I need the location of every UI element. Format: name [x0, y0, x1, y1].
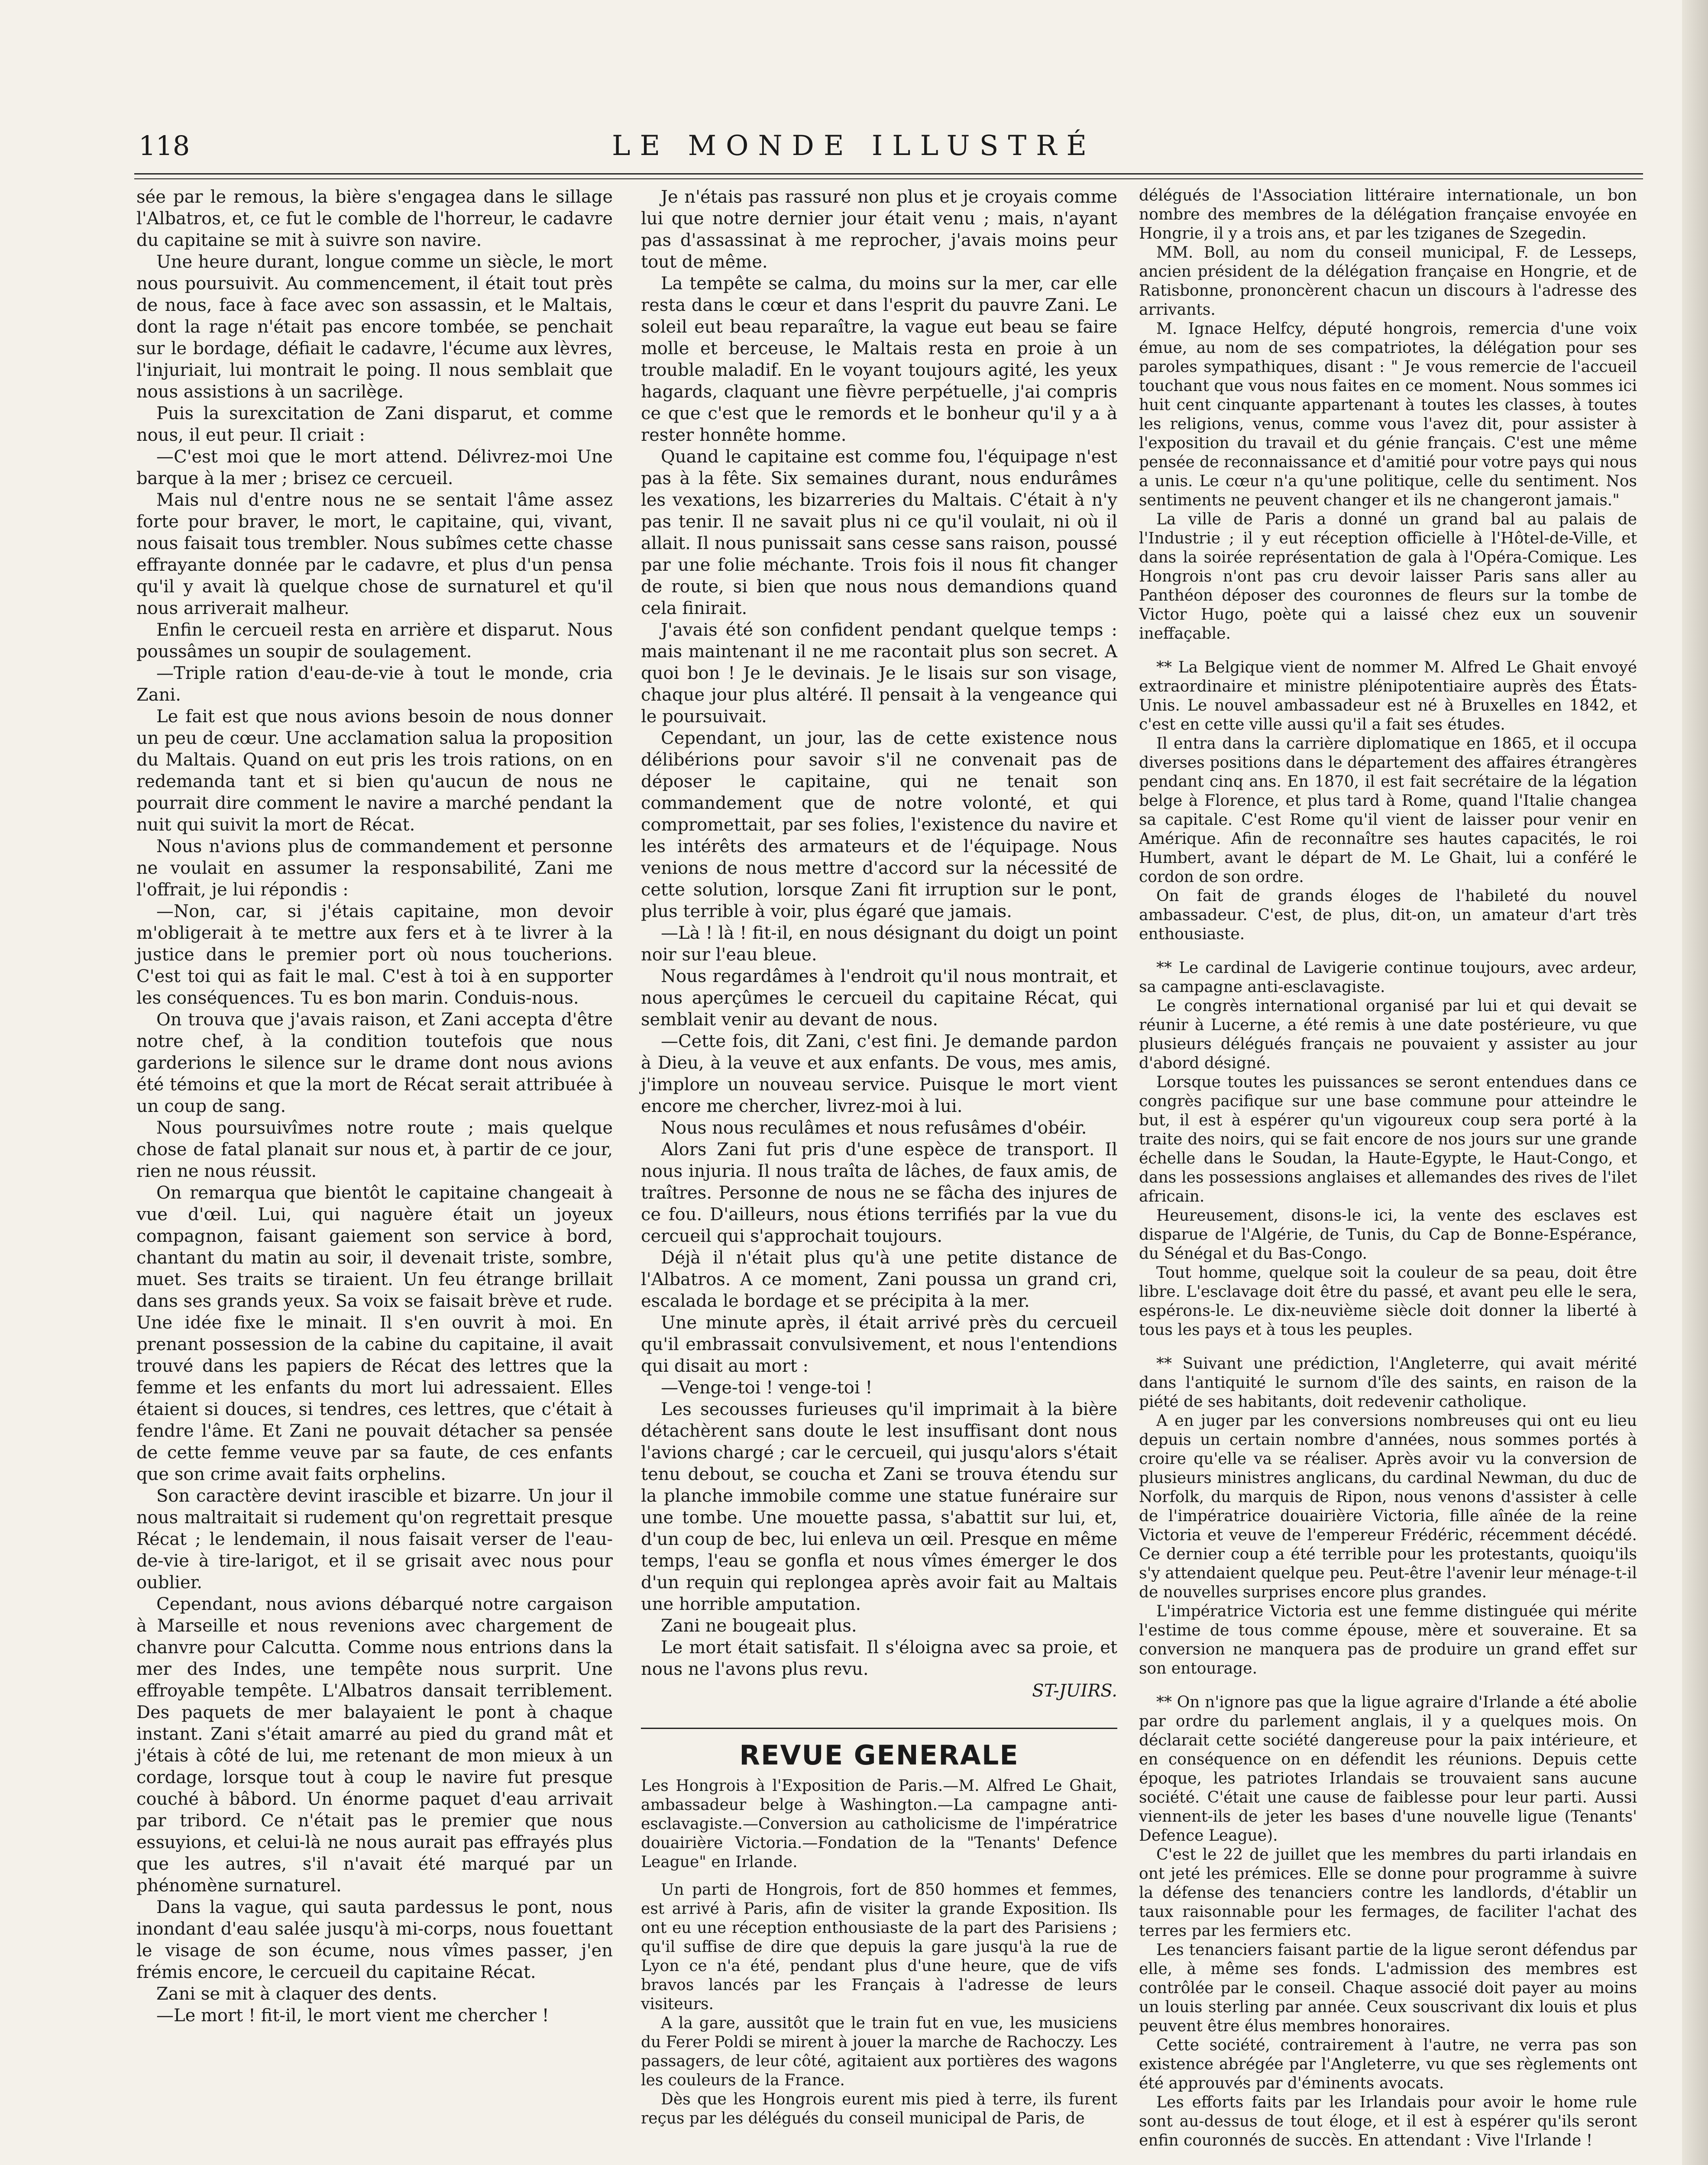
- paragraph: Il entra dans la carrière diplomatique en 1865, et il occupa diverses positions dans le département des affaires étrangères pendant cinq ans. En 1870, il est fait secrétaire de la légation belge à Florence, et plus tard à Rome, quand l'Italie changea sa capitale. C'est Rome qu'il vient de laisser pour venir en Amérique. Afin de reconnaître ses hautes capacités, le roi Humbert, avant le départ de M. Le Ghait, lui a conféré le cordon de son ordre.: [1139, 735, 1637, 886]
- paragraph: Les tenanciers faisant partie de la ligue seront défendus par elle, à même ses fonds. L'admission des membres est contrôlée par le conseil. Chaque associé doit payer au moins un louis sterling par année. Ceux souscrivant dix louis et plus peuvent être élus membres honoraires.: [1139, 1941, 1637, 2035]
- paragraph: sée par le remous, la bière s'engagea dans le sillage l'Albatros, et, ce fut le comble de l'horreur, le cadavre du capitaine se mit à suivre son navire.: [136, 187, 613, 250]
- paragraph: Dans la vague, qui sauta pardessus le pont, nous inondant d'eau salée jusqu'à mi-corps, nous fouettant le visage de son écume, nous vîmes passer, j'en frémis encore, le cercueil du capitaine Récat.: [136, 1897, 613, 1982]
- paragraph: La tempête se calma, du moins sur la mer, car elle resta dans le cœur et dans l'esprit du pauvre Zani. Le soleil eut beau reparaître, la vague eut beau se faire molle et berceuse, le Maltais resta en proie à un trouble maladif. En le voyant toujours agité, les yeux hagards, claquant une fièvre perpétuelle, j'ai compris ce que c'est que le remords et le bonheur qu'il y a à rester honnête homme.: [641, 274, 1117, 445]
- paragraph: Cependant, un jour, las de cette existence nous délibérions pour savoir s'il ne convenait pas de déposer le capitaine, qui ne tenait son commandement que de notre volonté, et qui compromettait, par ses folies, l'existence du navire et les intérêts des armateurs et de l'équipage. Nous venions de nous mettre d'accord sur la nécessité de cette solution, lorsque Zani fit irruption sur le pont, plus terrible à voir, plus égaré que jamais.: [641, 728, 1117, 921]
- author-signature: ST-JUIRS.: [1032, 1681, 1117, 1701]
- paragraph: Les efforts faits par les Irlandais pour avoir le home rule sont au-dessus de tout éloge, et il est à espérer qu'ils seront enfin couronnés de succès. En attendant : Vive l'Irlande !: [1139, 2094, 1637, 2149]
- paragraph: —Venge-toi ! venge-toi !: [661, 1378, 873, 1398]
- paragraph: On remarqua que bientôt le capitaine changeait à vue d'œil. Lui, qui naguère était un joyeux compagnon, faisant gaiement son service à bord, chantant du matin au soir, il devenait triste, sombre, muet. Ses traits se tiraient. Un feu étrange brillait dans ses grands yeux. Sa voix se faisait brève et rude. Une idée fixe le minait. Il s'en ouvrit à moi. En prenant possession de la cabine du capitaine, il avait trouvé dans les papiers de Récat des lettres que la femme et les enfants du mort lui adressaient. Elles étaient si douces, si tendres, ces lettres, que c'était à fendre l'âme. Et Zani ne pouvait détacher sa pensée de cette femme veuve par sa faute, de ces enfants que son crime avait faits orphelins.: [136, 1183, 613, 1484]
- running-head: LE MONDE ILLUSTRÉ: [611, 130, 1097, 162]
- paragraph: Son caractère devint irascible et bizarre. Un jour il nous maltraitait si rudement qu'on regrettait presque Récat ; le lendemain, il nous faisait verser de l'eau-de-vie à tire-larigot, et il se grisait avec nous pour oublier.: [136, 1486, 613, 1593]
- section-title: REVUE GENERALE: [641, 1728, 1117, 1766]
- paragraph: M. Ignace Helfcy, député hongrois, remercia d'une voix émue, au nom de ses compatriotes, la délégation pour ses paroles sympathiques, disant : " Je vous remercie de l'accueil touchant que vous nous faites en ce moment. Nous sommes ici huit cent cinquante appartenant à toutes les classes, à toutes les religions, venus, comme vous l'avez dit, pour assister à l'exposition du travail et du génie français. C'est une même pensée de reconnaissance et d'amitié pour votre pays qui nous a unis. Le cœur n'a qu'une politique, celle du sentiment. Nos sentiments ne peuvent changer et ils ne changeront jamais.": [1139, 320, 1637, 509]
- news-entry-hongrois: [1139, 186, 1637, 643]
- paragraph: La ville de Paris a donné un grand bal au palais de l'Industrie ; il y eut réception officielle à l'Hôtel-de-Ville, et dans la soirée représentation de gala à l'Opéra-Comique. Les Hongrois n'ont pas cru devoir laisser Paris sans aller au Panthéon déposer des couronnes de fleurs sur la tombe de Victor Hugo, poète qui a laissé chez eux un souvenir ineffaçable.: [1139, 511, 1637, 643]
- paragraph: ** Suivant une prédiction, l'Angleterre, qui avait mérité dans l'antiquité le surnom d'île des saints, en raison de la piété de ses habitants, doit redevenir catholique.: [1139, 1355, 1637, 1411]
- paragraph: Une heure durant, longue comme un siècle, le mort nous poursuivit. Au commencement, il était tout près de nous, face à face avec son assassin, et le Maltais, dont la rage n'était pas encore tombée, se penchait sur le bordage, défiait le cadavre, l'écume aux lèvres, l'injuriait, lui montrait le poing. Il nous semblait que nous assistions à un sacrilège.: [136, 252, 613, 402]
- paragraph: ** Le cardinal de Lavigerie continue toujours, avec ardeur, sa campagne anti-esclavagiste.: [1139, 959, 1637, 996]
- paragraph: Une minute après, il était arrivé près du cercueil qu'il embrassait convulsivement, et nous l'entendions qui disait au mort :: [641, 1313, 1117, 1376]
- paragraph: Déjà il n'était plus qu'à une petite distance de l'Albatros. A ce moment, Zani poussa un grand cri, escalada le bordage et se précipita à la mer.: [641, 1248, 1117, 1311]
- paragraph: —Là ! là ! fit-il, en nous désignant du doigt un point noir sur l'eau bleue.: [641, 923, 1117, 965]
- column-2: [641, 186, 1117, 2128]
- paragraph: Le mort était satisfait. Il s'éloigna avec sa proie, et nous ne l'avons plus revu.: [641, 1638, 1117, 1679]
- paragraph: L'impératrice Victoria est une femme distinguée qui mérite l'estime de tous comme épouse, mère et souveraine. Et sa conversion ne manquera pas de produire un grand effet sur son entourage.: [1139, 1603, 1637, 1677]
- header-rule-thin: [134, 178, 1643, 179]
- news-entry-irlande: [1139, 1693, 1637, 2150]
- paragraph: Lorsque toutes les puissances se seront entendues dans ce congrès pacifique sur une base commune pour atteindre le but, il est à espérer qu'un vigoureux coup sera porté à la traite des noirs, qui se fait encore de nos jours sur une grande échelle dans le Soudan, la Haute-Egypte, le Haut-Congo, et dans les possessions anglaises et allemandes des rives de l'ilet africain.: [1139, 1073, 1637, 1205]
- paragraph: Heureusement, disons-le ici, la vente des esclaves est disparue de l'Algérie, de Tunis, du Cap de Bonne-Espérance, du Sénégal et du Bas-Congo.: [1139, 1207, 1637, 1263]
- paragraph: Nous regardâmes à l'endroit qu'il nous montrait, et nous aperçûmes le cercueil du capitaine Récat, qui semblait venir au devant de nous.: [641, 966, 1117, 1030]
- news-entry-lavigerie: [1139, 959, 1637, 1340]
- paragraph: Un parti de Hongrois, fort de 850 hommes et femmes, est arrivé à Paris, afin de visiter la grande Exposition. Ils ont eu une réception enthousiaste de la part des Parisiens ; qu'il suffise de dire que depuis la gare jusqu'à la rue de Lyon ce n'a été, pendant plus d'une heure, que de vifs bravos lancés par les Français à l'adresse de leurs visiteurs.: [641, 1881, 1117, 2013]
- paragraph: —Non, car, si j'étais capitaine, mon devoir m'obligerait à te mettre aux fers et à te livrer à la justice dans le premier port où nous toucherions. C'est toi qui as fait le mal. C'est à toi à en supporter les conséquences. Tu es bon marin. Conduis-nous.: [136, 902, 613, 1008]
- paragraph: Nous poursuivîmes notre route ; mais quelque chose de fatal planait sur nous et, à partir de ce jour, rien ne nous réussit.: [136, 1118, 613, 1181]
- paragraph: Nous nous reculâmes et nous refusâmes d'obéir.: [661, 1118, 1087, 1138]
- paragraph: Les secousses furieuses qu'il imprimait à la bière détachèrent sans doute le lest insuffisant dont nous l'avions chargé ; car le cercueil, qui jusqu'alors s'était tenu debout, se coucha et Zani se trouva étendu sur la planche immobile comme une statue funéraire sur une tombe. Une mouette passa, s'abattit sur lui, et, d'un coup de bec, lui enleva un œil. Presque en même temps, l'eau se gonfla et nous vîmes émerger le dos d'un requin qui replongea après avoir fait au Maltais une horrible amputation.: [641, 1399, 1117, 1614]
- paragraph: Zani se mit à claquer des dents.: [156, 1984, 437, 2004]
- paragraph: Puis la surexcitation de Zani disparut, et comme nous, il eut peur. Il criait :: [136, 404, 613, 445]
- paragraph: ** La Belgique vient de nommer M. Alfred Le Ghait envoyé extraordinaire et ministre plénipotentiaire auprès des États-Unis. Le nouvel ambassadeur est né à Bruxelles en 1842, et c'est en cette ville aussi qu'il a fait ses études.: [1139, 659, 1637, 734]
- column-1: [136, 186, 613, 2026]
- paragraph: —Triple ration d'eau-de-vie à tout le monde, cria Zani.: [136, 663, 613, 705]
- paragraph: MM. Boll, au nom du conseil municipal, F. de Lesseps, ancien président de la délégation française en Hongrie, et de Ratisbonne, prononcèrent chacun un discours à l'adresse des arrivants.: [1139, 244, 1637, 319]
- paragraph: Quand le capitaine est comme fou, l'équipage n'est pas à la fête. Six semaines durant, nous endurâmes les vexations, les bizarreries du Maltais. C'était à n'y pas tenir. Il ne savait plus ni ce qu'il voulait, ni où il allait. Il nous punissait sans cesse sans raison, poussé par une folie méchante. Trois fois il nous fit changer de route, si bien que nous nous demandions quand cela finirait.: [641, 447, 1117, 618]
- paragraph: Enfin le cercueil resta en arrière et disparut. Nous poussâmes un soupir de soulagement.: [136, 620, 613, 662]
- news-entry-le-ghait: [1139, 658, 1637, 944]
- paragraph: Cette société, contrairement à l'autre, ne verra pas son existence abrégée par l'Angleterre, vu que ses règlements ont été approuvés par d'éminents avocats.: [1139, 2036, 1637, 2092]
- paragraph: Nous n'avions plus de commandement et personne ne voulait en assumer la responsabilité, Zani me l'offrait, je lui répondis :: [136, 837, 613, 900]
- paragraph: —Le mort ! fit-il, le mort vient me chercher !: [156, 2006, 549, 2026]
- page-edge-shadow: [1682, 0, 1708, 2165]
- paragraph: On fait de grands éloges de l'habileté du nouvel ambassadeur. C'est, de plus, dit-on, un amateur d'art très enthousiaste.: [1139, 887, 1637, 943]
- revue-generale: [641, 1777, 1117, 2128]
- paragraph: délégués de l'Association littéraire internationale, un bon nombre des membres de la délégation française envoyée en Hongrie, il y a trois ans, et par les tziganes de Szegedin.: [1139, 187, 1637, 242]
- paragraph: Tout homme, quelque soit la couleur de sa peau, doit être libre. L'esclavage doit être du passé, et avant peu elle le sera, espérons-le. Le dix-neuvième siècle doit donner la liberté à tous les pays et à tous les peuples.: [1139, 1264, 1637, 1339]
- paragraph: On trouva que j'avais raison, et Zani accepta d'être notre chef, à la condition toutefois que nous garderions le silence sur le drame dont nous avions été témoins et que la mort de Récat serait attribuée à un coup de sang.: [136, 1010, 613, 1116]
- news-entry-angleterre: [1139, 1354, 1637, 1678]
- paragraph: Je n'étais pas rassuré non plus et je croyais comme lui que notre dernier jour était venu ; mais, n'ayant pas d'assassinat à me reprocher, j'avais moins peur tout de même.: [641, 187, 1117, 272]
- paragraph: A la gare, aussitôt que le train fut en vue, les musiciens du Ferer Poldi se mirent à jouer la marche de Rachoczy. Les passagers, de leur côté, agitaient aux portières des wagons les couleurs de la France.: [641, 2014, 1117, 2089]
- header-rule: [134, 173, 1643, 174]
- paragraph: Alors Zani fut pris d'une espèce de transport. Il nous injuria. Il nous traîta de lâches, de faux amis, de traîtres. Personne de nous ne se fâcha des injures de ce fou. D'ailleurs, nous étions terrifiés par la vue du cercueil qui s'approchait toujours.: [641, 1140, 1117, 1246]
- paragraph: —Cette fois, dit Zani, c'est fini. Je demande pardon à Dieu, à la veuve et aux enfants. De vous, mes amis, j'implore un nouveau service. Puisque le mort vient encore me chercher, livrez-moi à lui.: [641, 1031, 1117, 1116]
- paragraph: Zani ne bougeait plus.: [661, 1616, 857, 1636]
- paragraph: Cependant, nous avions débarqué notre cargaison à Marseille et nous revenions avec chargement de chanvre pour Calcutta. Comme nous entrions dans la mer des Indes, une tempête nous surprit. Une effroyable tempête. L'Albatros dansait terriblement. Des paquets de mer balayaient le pont à chaque instant. Zani s'était amarré au pied du grand mât et j'étais à côté de lui, me retenant de mon mieux à un cordage, lorsque tout à coup le navire fut presque couché à bâbord. Un énorme paquet d'eau arrivait par tribord. Ce n'était pas le premier que nous essuyions, et celui-là ne nous aurait pas effrayés plus que les autres, s'il n'avait été marqué par un phénomène surnaturel.: [136, 1594, 613, 1896]
- paragraph: Mais nul d'entre nous ne se sentait l'âme assez forte pour braver, le mort, le capitaine, qui, vivant, nous faisait tous trembler. Nous subîmes cette chasse effrayante donnée par le cadavre, et plus d'un pensa qu'il y avait là quelque chose de surnaturel et qu'il nous arriverait malheur.: [136, 490, 613, 618]
- paragraph: Le fait est que nous avions besoin de nous donner un peu de cœur. Une acclamation salua la proposition du Maltais. Quand on eut pris les trois rations, on en redemanda tant et si bien qu'aucun de nous ne pourrait dire comment le navire a marché pendant la nuit qui suivit la mort de Récat.: [136, 707, 613, 835]
- paragraph: A en juger par les conversions nombreuses qui ont eu lieu depuis un certain nombre d'années, nous sommes portés à croire qu'elle va se réaliser. Après avoir vu la conversion de plusieurs ministres anglicans, du cardinal Newman, du duc de Norfolk, du marquis de Ripon, nous venons d'assister à celle de l'impératrice douairière Victoria, fille aînée de la reine Victoria et veuve de l'empereur Frédéric, récemment décédé. Ce dernier coup a été terrible pour les protestants, quoiqu'ils s'y attendaient quelque peu. Peut-être l'avenir leur ménage-t-il de nouvelles surprises encore plus grandes.: [1139, 1412, 1637, 1601]
- section-summary: Les Hongrois à l'Exposition de Paris.—M. Alfred Le Ghait, ambassadeur belge à Washington.—La campagne anti-esclavagiste.—Conversion au catholicisme de l'impératrice douairière Victoria.—Fondation de la "Tenants' Defence League" en Irlande.: [641, 1777, 1117, 1871]
- column-3: [1139, 186, 1637, 2165]
- paragraph: C'est le 22 de juillet que les membres du parti irlandais en ont jeté les prémices. Elle se donne pour programme à suivre la défense des tenanciers contre les landlords, d'établir un taux raisonnable pour les fermages, de faciliter l'achat des terres par les fermiers etc.: [1139, 1846, 1637, 1940]
- paragraph: Le congrès international organisé par lui et qui devait se réunir à Lucerne, a été remis à une date postérieure, vu que plusieurs délégués français ne pouvaient y assister au jour d'abord désigné.: [1139, 997, 1637, 1072]
- paragraph: J'avais été son confident pendant quelque temps : mais maintenant il ne me racontait plus son secret. A quoi bon ! Je le devinais. Je le lisais sur son visage, chaque jour plus altéré. Il pensait à la vengeance qui le poursuivait.: [641, 620, 1117, 727]
- paragraph: —C'est moi que le mort attend. Délivrez-moi Une barque à la mer ; brisez ce cercueil.: [136, 447, 613, 488]
- paragraph: ** On n'ignore pas que la ligue agraire d'Irlande a été abolie par ordre du parlement anglais, il y a quelques mois. On déclarait cette société dangereuse pour la paix intérieure, et en conséquence on en défendit les réunions. Depuis cette époque, les patriotes Irlandais se trouvaient sans aucune société. C'était une cause de faiblesse pour leur parti. Aussi viennent-ils de jeter les bases d'une nouvelle ligue (Tenants' Defence League).: [1139, 1693, 1637, 1845]
- page-number: 118: [139, 130, 190, 162]
- paragraph: Dès que les Hongrois eurent mis pied à terre, ils furent reçus par les délégués du conseil municipal de Paris, de: [641, 2091, 1117, 2127]
